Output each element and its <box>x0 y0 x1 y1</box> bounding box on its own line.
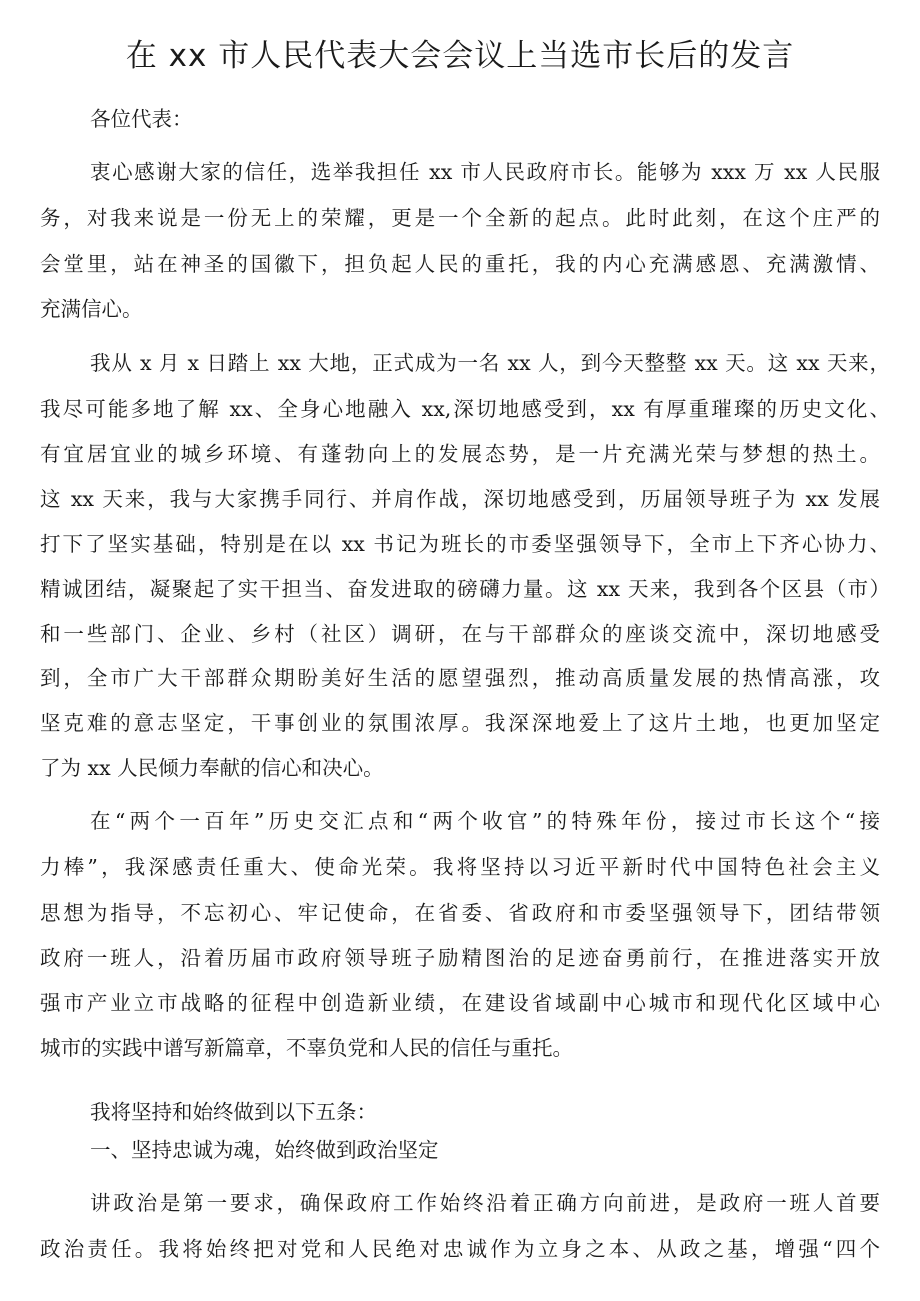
paragraph-line: 有宜居宜业的城乡环境、有蓬勃向上的发展态势，是一片充满光荣与梦想的热土。 <box>40 442 880 466</box>
paragraph-line: 会堂里，站在神圣的国徽下，担负起人民的重托，我的内心充满感恩、充满激情、 <box>40 252 880 276</box>
section-heading-1: 一、坚持忠诚为魂，始终做到政治坚定 <box>90 1138 439 1162</box>
paragraph-line: 我尽可能多地了解 xx、全身心地融入 xx,深切地感受到，xx 有厚重璀璨的历史文化、 <box>40 397 890 421</box>
paragraph-line: 和一些部门、企业、乡村（社区）调研，在与干部群众的座谈交流中，深切地感受 <box>40 622 880 646</box>
salutation: 各位代表： <box>90 107 193 131</box>
paragraph-line: 我从 x 月 x 日踏上 xx 大地，正式成为一名 xx 人，到今天整整 xx 天。这 xx 天来， <box>90 351 890 375</box>
paragraph-line: 到，全市广大干部群众期盼美好生活的愿望强烈，推动高质量发展的热情高涨，攻 <box>40 666 880 690</box>
paragraph-line: 政府一班人，沿着历届市政府领导班子励精图治的足迹奋勇前行，在推进落实开放 <box>40 946 880 970</box>
paragraph-line: 坚克难的意志坚定，干事创业的氛围浓厚。我深深地爱上了这片土地，也更加坚定 <box>40 711 880 735</box>
paragraph-line: 务，对我来说是一份无上的荣耀，更是一个全新的起点。此时此刻，在这个庄严的 <box>40 206 880 230</box>
paragraph-line: 衷心感谢大家的信任，选举我担任 xx 市人民政府市长。能够为 xxx 万 xx 人民服 <box>90 160 880 184</box>
five-points-intro: 我将坚持和始终做到以下五条： <box>90 1100 377 1124</box>
paragraph-line: 精诚团结，凝聚起了实干担当、奋发进取的磅礴力量。这 xx 天来，我到各个区县（市） <box>40 577 890 601</box>
paragraph-line: 打下了坚实基础，特别是在以 xx 书记为班长的市委坚强领导下，全市上下齐心协力、 <box>40 532 890 556</box>
paragraph-line: 了为 xx 人民倾力奉献的信心和决心。 <box>40 756 384 780</box>
document-title: 在 xx 市人民代表大会会议上当选市长后的发言 <box>125 38 795 74</box>
paragraph-line: 讲政治是第一要求，确保政府工作始终沿着正确方向前进，是政府一班人首要 <box>90 1191 880 1215</box>
paragraph-line: 充满信心。 <box>40 297 143 321</box>
paragraph-line: 城市的实践中谱写新篇章，不辜负党和人民的信任与重托。 <box>40 1036 573 1060</box>
paragraph-line: 力棒”，我深感责任重大、使命光荣。我将坚持以习近平新时代中国特色社会主义 <box>40 855 880 879</box>
paragraph-line: 在“两个一百年”历史交汇点和“两个收官”的特殊年份，接过市长这个“接 <box>90 809 880 833</box>
paragraph-line: 这 xx 天来，我与大家携手同行、并肩作战，深切地感受到，历届领导班子为 xx 发展 <box>40 487 880 511</box>
paragraph-line: 强市产业立市战略的征程中创造新业绩，在建设省域副中心城市和现代化区域中心 <box>40 991 880 1015</box>
paragraph-line: 政治责任。我将始终把对党和人民绝对忠诚作为立身之本、从政之基，增强“四个 <box>40 1237 880 1261</box>
paragraph-line: 思想为指导，不忘初心、牢记使命，在省委、省政府和市委坚强领导下，团结带领 <box>40 901 880 925</box>
